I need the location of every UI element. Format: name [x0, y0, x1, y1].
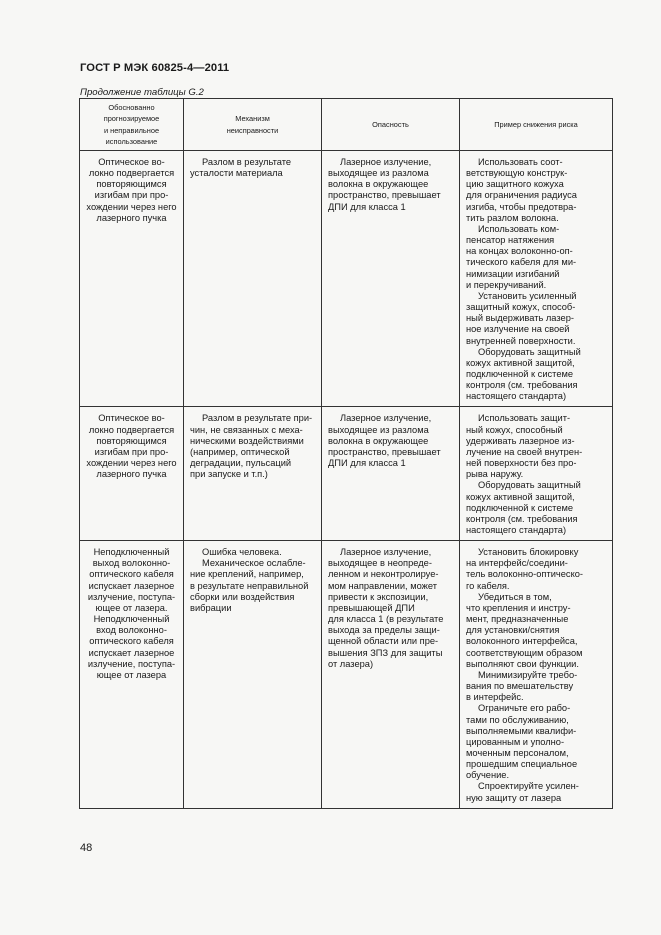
table-header-row	[80, 99, 613, 151]
cell-paragraph: Ограничьте его рабо- тами по обслуживанию, выполняемыми квалифи- цированным и уполно- моченным персоналом, прошедшим специальное обучение.	[466, 703, 578, 781]
cell-paragraph: Лазерное излучение, выходящее из разлома волокна в окружающее пространство, превышает ДПИ для класса 1	[328, 157, 441, 212]
cell-paragraph: Разлом в результате при- чин, не связанных с меха- ническими воздействиями (например, оптической деградации, пульсаций при запуске и т.п.)	[190, 413, 313, 480]
table-row	[80, 151, 613, 407]
cell-paragraph: Установить блокировку на интерфейс/соедини- тель волоконно-оптическо- го кабеля.	[466, 547, 584, 591]
cell-paragraph: Использовать соот- ветствующую конструк- цию защитного кожуха для ограничения радиуса изгиба, чтобы предотвра- тить разлом волокна.	[466, 157, 577, 223]
column-header-misuse: Обоснованно прогнозируемое и неправильное использование	[80, 99, 184, 151]
cell-paragraph: Неподключенный выход волоконно- оптического кабеля испускает лазерное излучение, поступа- ющее от лазера.	[87, 547, 176, 613]
cell-hazard	[322, 151, 460, 407]
cell-mechanism	[184, 151, 322, 407]
column-header-mitigation: Пример снижения риска	[460, 99, 613, 151]
cell-paragraph: Оборудовать защитный кожух активной защитой, подключенной к системе контроля (см. требования настоящего стандарта)	[466, 346, 581, 402]
cell-paragraph: Установить усиленный защитный кожух, способ- ный выдерживать лазер- ное излучение на своей внутренней поверхности.	[466, 290, 577, 346]
cell-paragraph: Механическое ослабле- ние креплений, например, в результате неправильной сборки или воздействия вибрации	[190, 558, 309, 613]
cell-paragraph: Разлом в результате усталости материала	[190, 157, 292, 179]
cell-paragraph: Использовать ком- пенсатор натяжения на концах волоконно-оп- тического кабеля для ми- нимизации изгибаний и перекручиваний.	[466, 223, 577, 290]
cell-misuse	[80, 407, 184, 541]
hazard-table	[79, 98, 613, 809]
page-number: 48	[80, 842, 93, 854]
cell-paragraph: Неподключенный вход волоконно- оптического кабеля испускает лазерное излучение, поступа- ющее от лазера	[87, 614, 176, 680]
cell-mitigation	[460, 151, 613, 407]
cell-paragraph: Оборудовать защитный кожух активной защитой, подключенной к системе контроля (см. требования настоящего стандарта)	[466, 480, 581, 535]
cell-paragraph: Лазерное излучение, выходящее в неопреде- ленном и неконтролируе- мом направлении, может привести к экспозиции, превышающей ДПИ для класса 1 (в результате выхода за пределы защи- щенной области или пре- вышения ЗПЗ для защиты от лазера)	[328, 547, 444, 669]
cell-hazard	[322, 541, 460, 809]
column-header-mechanism: Механизм неисправности	[184, 99, 322, 151]
cell-mitigation	[460, 407, 613, 541]
cell-paragraph: Использовать защит- ный кожух, способный удерживать лазерное из- лучение на своей внутрен- ней поверхности без про- рыва наружу.	[466, 413, 583, 480]
cell-paragraph: Ошибка человека.	[202, 547, 282, 558]
table-caption: Продолжение таблицы G.2	[80, 87, 204, 98]
cell-mitigation	[460, 541, 613, 809]
cell-paragraph: Спроектируйте усилен- ную защиту от лазера	[466, 781, 579, 803]
table-row	[80, 407, 613, 541]
cell-mechanism	[184, 541, 322, 809]
cell-paragraph: Минимизируйте требо- вания по вмешательству в интерфейс.	[466, 669, 578, 703]
cell-misuse	[80, 151, 184, 407]
cell-misuse	[80, 541, 184, 809]
cell-paragraph: Убедиться в том, что крепления и инстру- мент, предназначенные для установки/снятия волоконного интерфейса, соответствующим образом выполняют свои функции.	[466, 591, 583, 669]
column-header-hazard: Опасность	[322, 99, 460, 151]
cell-paragraph: Оптическое во- локно подвергается повторяющимся изгибам при про- хождении через него лазерного пучка	[86, 413, 177, 480]
cell-mechanism	[184, 407, 322, 541]
cell-paragraph: Оптическое во- локно подвергается повторяющимся изгибам при про- хождении через него лазерного пучка	[86, 157, 177, 223]
document-header: ГОСТ Р МЭК 60825-4—2011	[80, 62, 230, 74]
cell-paragraph: Лазерное излучение, выходящее из разлома волокна в окружающее пространство, превышает ДПИ для класса 1	[328, 413, 441, 469]
table-row	[80, 541, 613, 809]
cell-hazard	[322, 407, 460, 541]
